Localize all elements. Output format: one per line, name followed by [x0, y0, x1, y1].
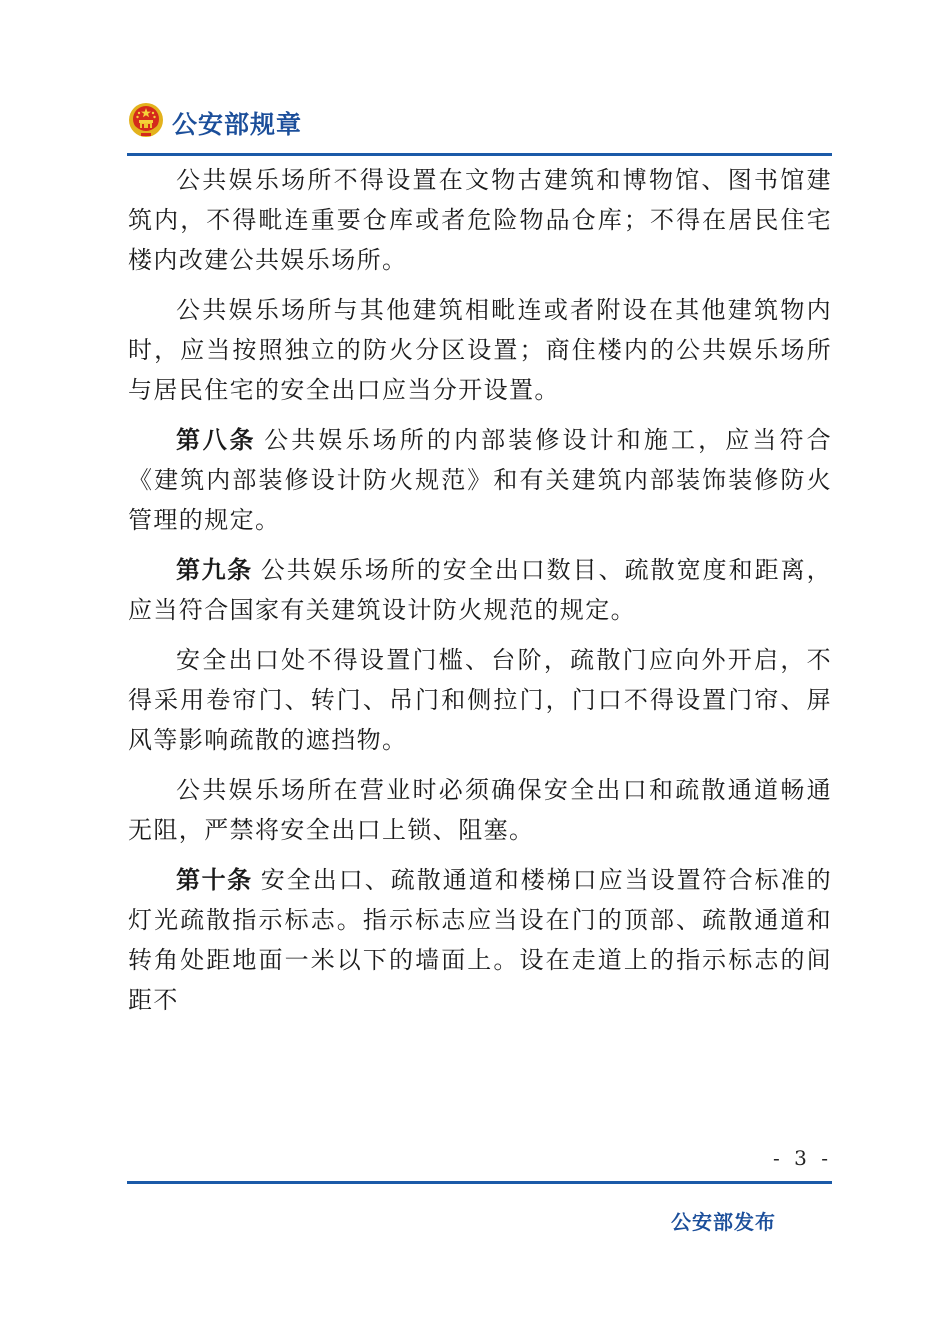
footer-publisher: 公安部发布	[671, 1210, 776, 1234]
paragraph-text: 公共娱乐场所的内部装修设计和施工，应当符合《建筑内部装修设计防火规范》和有关建筑内部装饰装修防火管理的规定。	[128, 426, 832, 534]
document-body	[128, 160, 832, 1030]
footer-divider	[127, 1181, 832, 1184]
paragraph	[128, 860, 832, 1020]
header-title: 公安部规章	[172, 110, 303, 139]
national-emblem-icon	[128, 102, 164, 138]
header-divider	[127, 153, 832, 156]
paragraph	[128, 160, 832, 280]
paragraph-text: 公共娱乐场所不得设置在文物古建筑和博物馆、图书馆建筑内，不得毗连重要仓库或者危险物品仓库；不得在居民住宅楼内改建公共娱乐场所。	[128, 166, 832, 274]
paragraph	[128, 420, 832, 540]
paragraph	[128, 550, 832, 630]
paragraph-text: 公共娱乐场所与其他建筑相毗连或者附设在其他建筑物内时，应当按照独立的防火分区设置；商住楼内的公共娱乐场所与居民住宅的安全出口应当分开设置。	[128, 296, 832, 404]
paragraph-text: 公共娱乐场所的安全出口数目、疏散宽度和距离，应当符合国家有关建筑设计防火规范的规定。	[128, 556, 832, 624]
paragraph	[128, 640, 832, 760]
page-number: - 3 -	[773, 1146, 832, 1170]
paragraph	[128, 290, 832, 410]
paragraph-text: 安全出口处不得设置门槛、台阶，疏散门应向外开启，不得采用卷帘门、转门、吊门和侧拉门，门口不得设置门帘、屏风等影响疏散的遮挡物。	[128, 646, 832, 754]
article-heading: 第十条	[176, 866, 253, 894]
document-header	[128, 96, 832, 148]
article-heading: 第八条	[176, 426, 257, 454]
paragraph-text: 安全出口、疏散通道和楼梯口应当设置符合标准的灯光疏散指示标志。指示标志应当设在门的顶部、疏散通道和转角处距地面一米以下的墙面上。设在走道上的指示标志的间距不	[128, 866, 832, 1014]
paragraph	[128, 770, 832, 850]
paragraph-text: 公共娱乐场所在营业时必须确保安全出口和疏散通道畅通无阻，严禁将安全出口上锁、阻塞。	[128, 776, 832, 844]
article-heading: 第九条	[176, 556, 253, 584]
